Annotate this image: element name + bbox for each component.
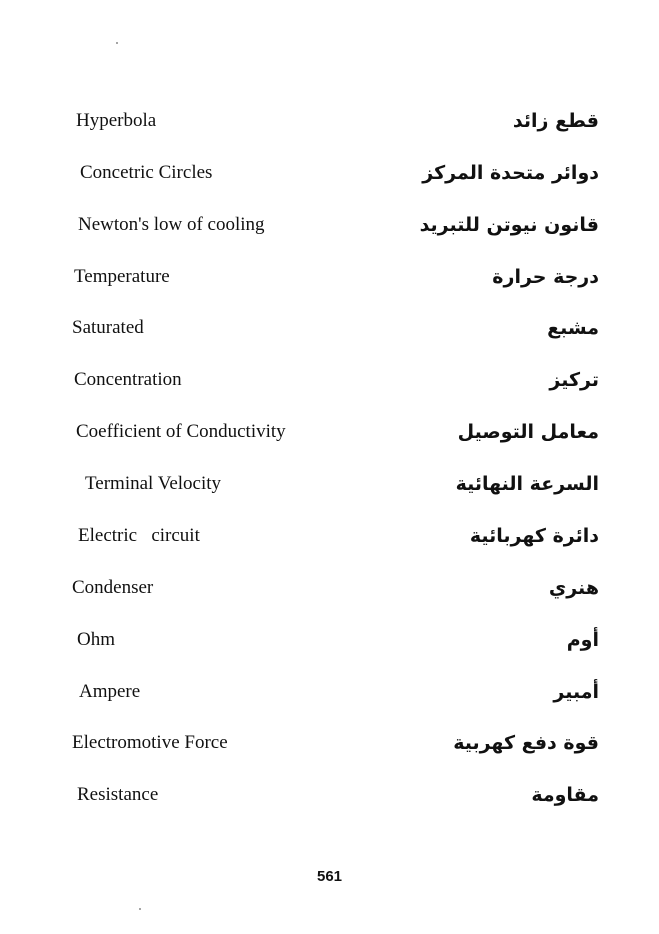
glossary-row bbox=[0, 313, 659, 343]
glossary-row bbox=[0, 573, 659, 603]
english-term: Resistance bbox=[77, 784, 159, 805]
arabic-term: مشبع bbox=[547, 317, 599, 339]
glossary-row bbox=[0, 780, 659, 810]
glossary-row bbox=[0, 521, 659, 551]
arabic-term: السرعة النهائية bbox=[455, 473, 599, 495]
arabic-term: دوائر متحدة المركز bbox=[422, 162, 599, 184]
english-term: Concetric Circles bbox=[80, 162, 213, 183]
arabic-term: معامل التوصيل bbox=[457, 421, 599, 443]
english-term: Electromotive Force bbox=[72, 732, 228, 753]
arabic-term: مقاومة bbox=[531, 784, 599, 806]
scan-speck bbox=[139, 908, 141, 910]
glossary-row bbox=[0, 262, 659, 292]
glossary-row bbox=[0, 365, 659, 395]
page-number: 561 bbox=[316, 868, 343, 885]
english-term: Condenser bbox=[72, 577, 154, 598]
english-term: Ampere bbox=[79, 681, 141, 702]
arabic-term: أوم bbox=[566, 629, 599, 651]
glossary-row bbox=[0, 728, 659, 758]
english-term: Newton's low of cooling bbox=[78, 214, 265, 235]
arabic-term: درجة حرارة bbox=[492, 266, 599, 288]
scan-speck bbox=[116, 42, 118, 44]
arabic-term: تركيز bbox=[549, 369, 599, 391]
english-term: Concentration bbox=[74, 369, 182, 390]
glossary-row bbox=[0, 417, 659, 447]
arabic-term: قوة دفع كهربية bbox=[453, 732, 599, 754]
english-term: Saturated bbox=[72, 317, 144, 338]
arabic-term: هنري bbox=[548, 577, 599, 599]
arabic-term: دائرة كهربائية bbox=[469, 525, 599, 547]
glossary-row bbox=[0, 625, 659, 655]
english-term: Hyperbola bbox=[76, 110, 157, 131]
arabic-term: أمبير bbox=[553, 681, 599, 703]
english-term: Temperature bbox=[74, 266, 170, 287]
glossary-row bbox=[0, 158, 659, 188]
glossary-row bbox=[0, 469, 659, 499]
arabic-term: قطع زائد bbox=[512, 110, 599, 132]
english-term: Coefficient of Conductivity bbox=[76, 421, 286, 442]
english-term: Electric circuit bbox=[78, 525, 200, 546]
english-term: Terminal Velocity bbox=[85, 473, 222, 494]
glossary-row bbox=[0, 210, 659, 240]
glossary-row bbox=[0, 677, 659, 707]
english-term: Ohm bbox=[77, 629, 115, 650]
arabic-term: قانون نيوتن للتبريد bbox=[419, 214, 599, 236]
glossary-row bbox=[0, 106, 659, 136]
